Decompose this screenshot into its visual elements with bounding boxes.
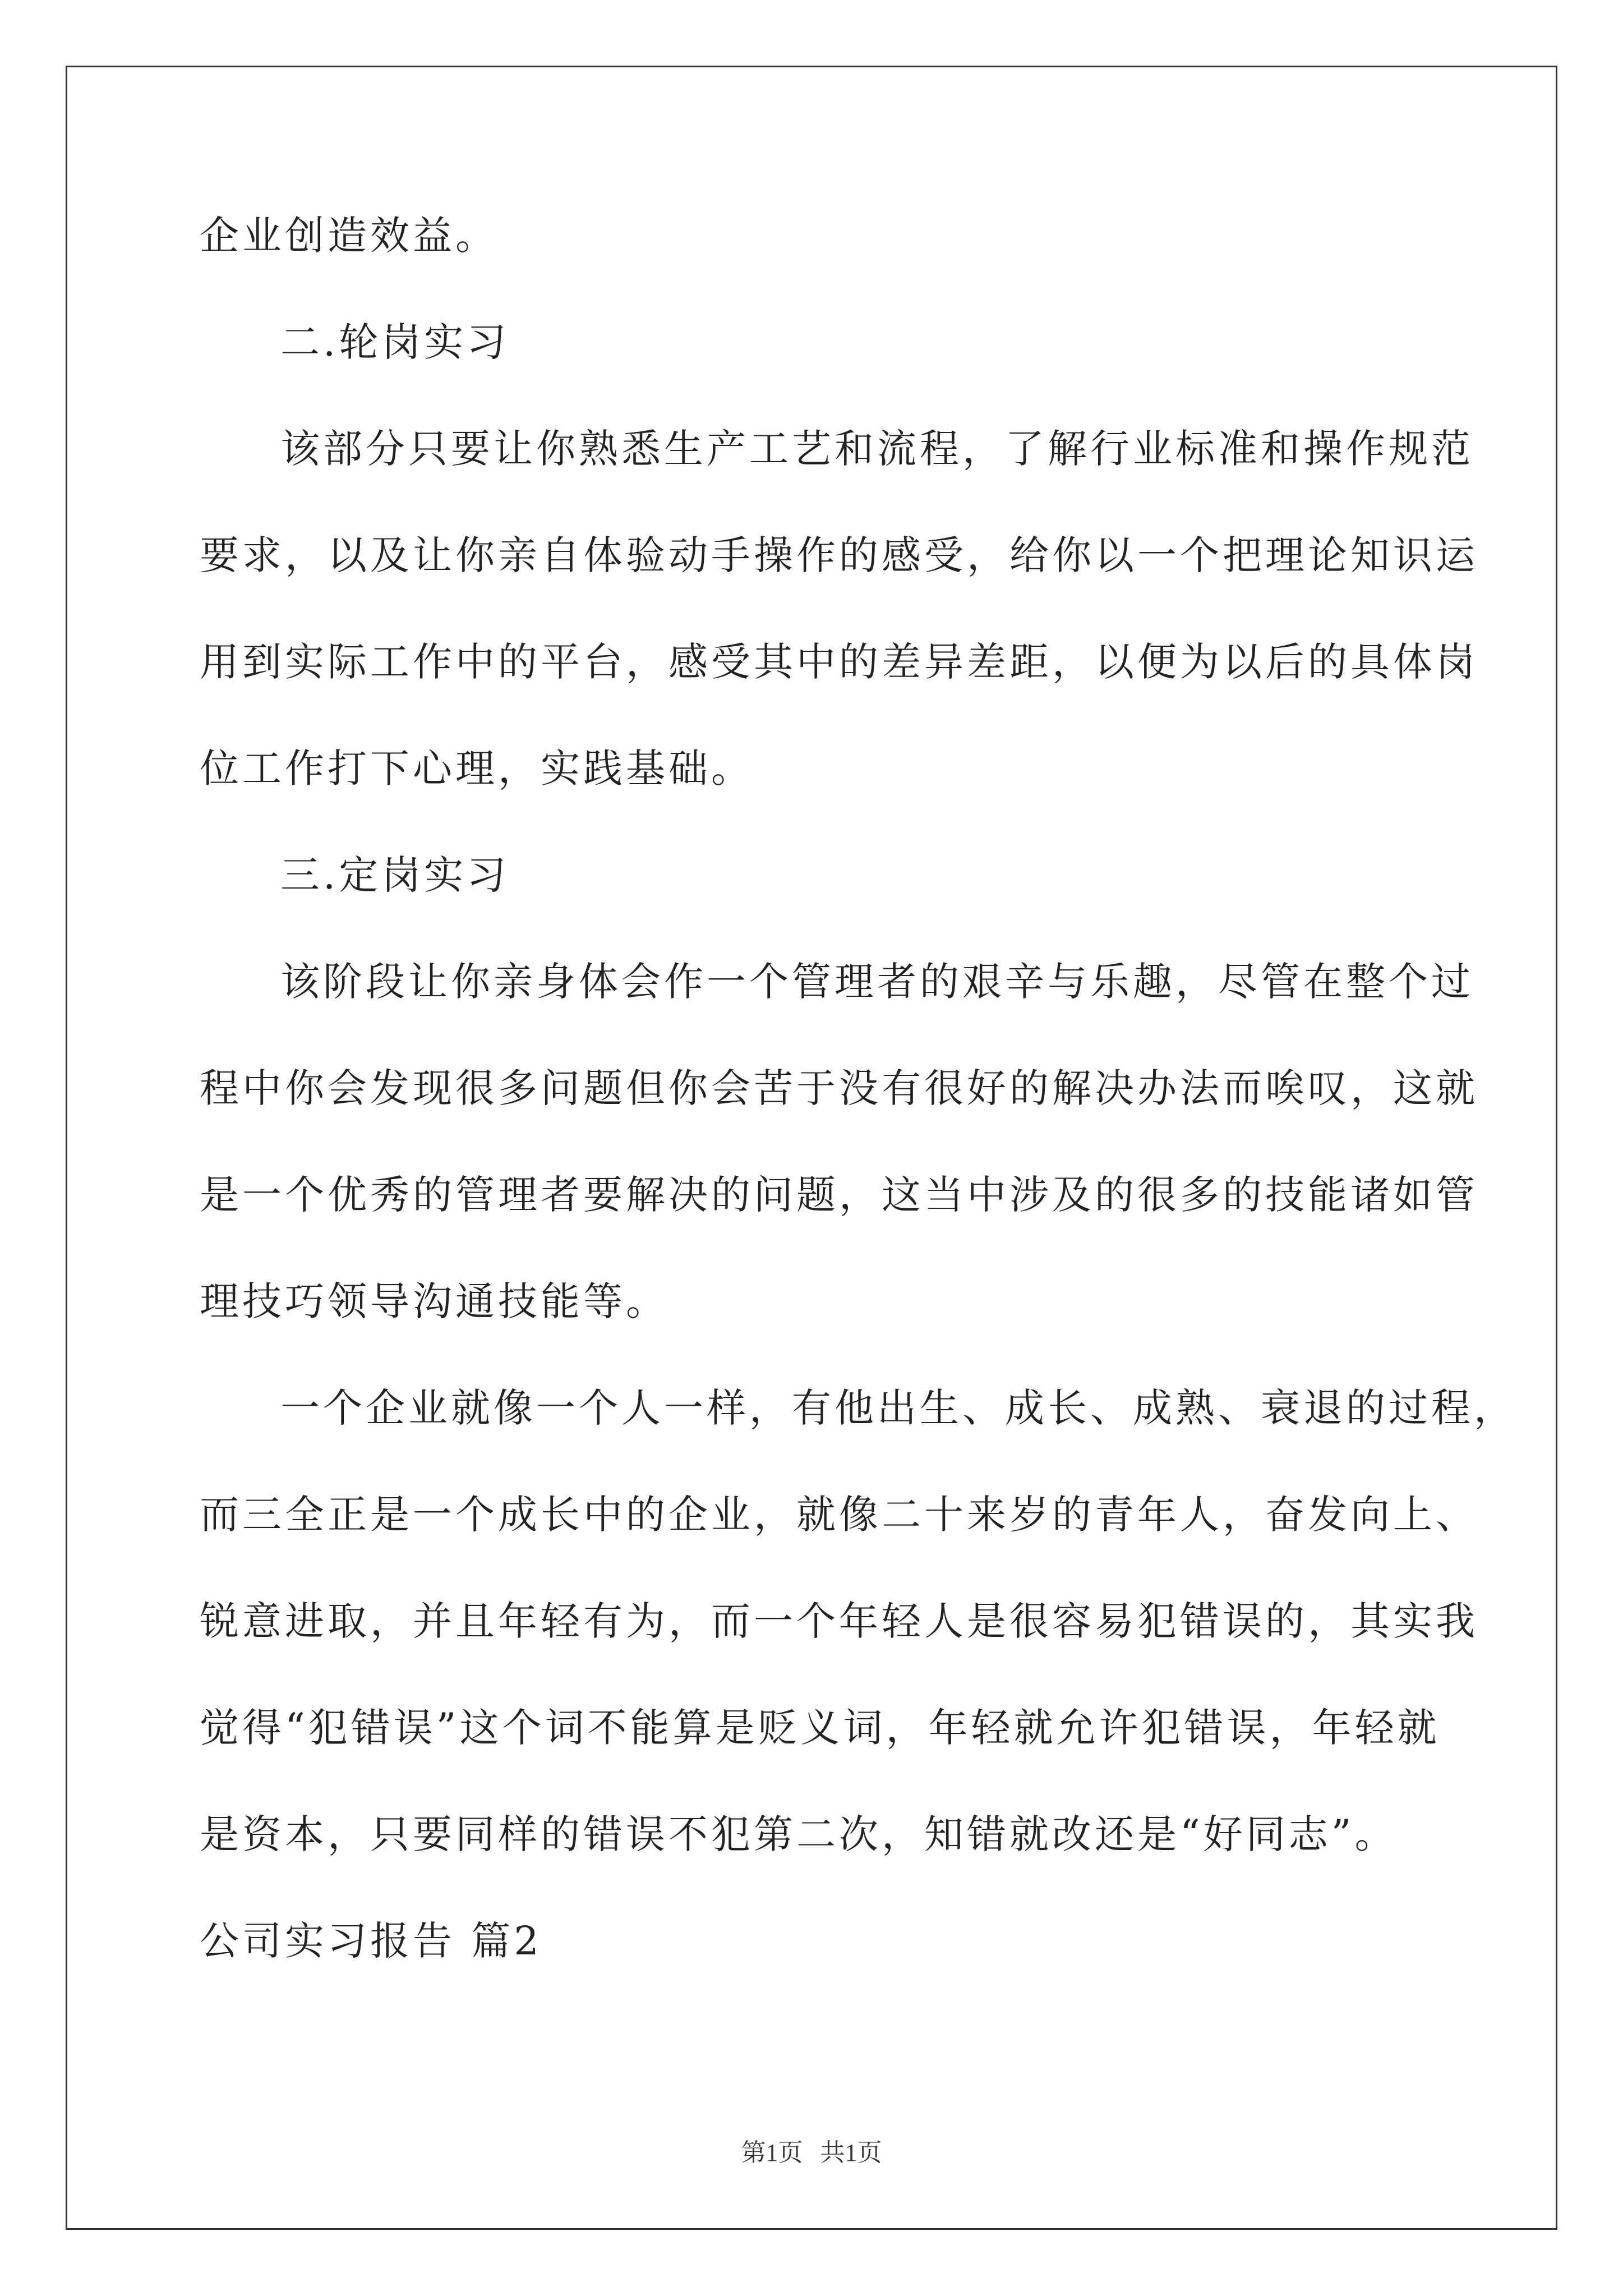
section-heading: 三.定岗实习 (280, 852, 510, 898)
paragraph-line: 是资本，只要同样的错误不犯第二次，知错就改还是“好同志”。 (200, 1811, 1398, 1857)
paragraph-line: 企业创造效益。 (200, 213, 498, 259)
paragraph-line: 而三全正是一个成长中的企业，就像二十来岁的青年人，奋发向上、 (200, 1492, 1478, 1538)
section-heading: 二.轮岗实习 (280, 319, 510, 365)
paragraph-line: 要求，以及让你亲自体验动手操作的感受，给你以一个把理论知识运 (200, 532, 1478, 578)
page-number: 第1页 (741, 2139, 803, 2166)
paragraph-line: 是一个优秀的管理者要解决的问题，这当中涉及的很多的技能诸如管 (200, 1172, 1478, 1218)
page-footer (0, 2136, 1623, 2170)
paragraph-line: 理技巧领导沟通技能等。 (200, 1278, 668, 1324)
section-title: 公司实习报告 篇2 (200, 1918, 542, 1964)
paragraph-line: 锐意进取，并且年轻有为，而一个年轻人是很容易犯错误的，其实我 (200, 1598, 1478, 1644)
paragraph-line: 觉得“犯错误”这个词不能算是贬义词，年轻就允许犯错误，年轻就 (200, 1705, 1440, 1751)
paragraph-line: 位工作打下心理，实践基础。 (200, 746, 754, 792)
paragraph-line: 该部分只要让你熟悉生产工艺和流程，了解行业标准和操作规范 (280, 426, 1474, 472)
page-frame (66, 66, 1557, 2230)
paragraph-line: 用到实际工作中的平台，感受其中的差异差距，以便为以后的具体岗 (200, 639, 1478, 685)
page-total: 共1页 (820, 2139, 882, 2166)
paragraph-line: 该阶段让你亲身体会作一个管理者的艰辛与乐趣，尽管在整个过 (280, 959, 1474, 1005)
paragraph-line: 一个企业就像一个人一样，有他出生、成长、成熟、衰退的过程， (280, 1385, 1516, 1431)
paragraph-line: 程中你会发现很多问题但你会苦于没有很好的解决办法而唉叹，这就 (200, 1065, 1478, 1111)
